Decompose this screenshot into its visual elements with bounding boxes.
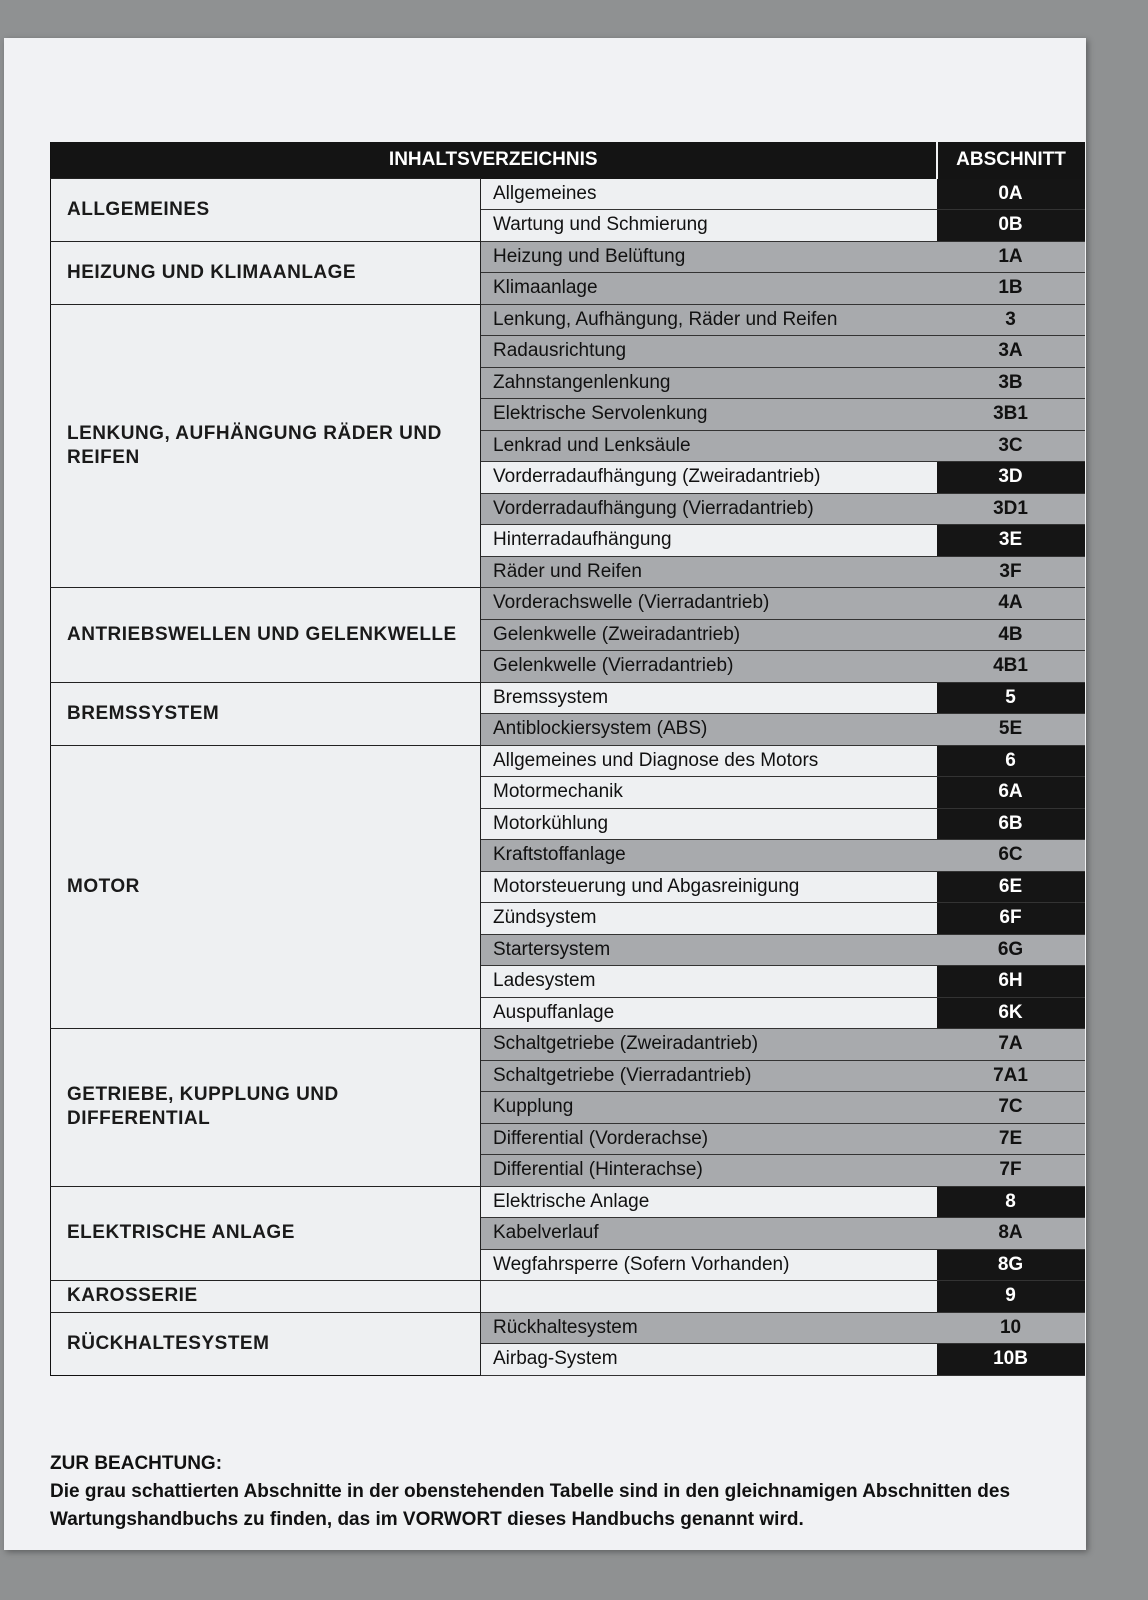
table-row xyxy=(51,682,1085,714)
section-code: 3 xyxy=(937,304,1085,336)
section-code: 10 xyxy=(937,1312,1085,1344)
section-code: 6C xyxy=(937,840,1085,872)
section-title: Bremssystem xyxy=(481,682,937,714)
section-code: 0A xyxy=(937,179,1085,210)
section-title: Vorderachswelle (Vierradantrieb) xyxy=(481,588,937,620)
section-title: Rückhaltesystem xyxy=(481,1312,937,1344)
group-label: ANTRIEBSWELLEN UND GELENKWELLE xyxy=(51,588,481,683)
section-code: 6G xyxy=(937,934,1085,966)
table-row xyxy=(51,304,1085,336)
section-title: Zündsystem xyxy=(481,903,937,935)
table-header-section: ABSCHNITT xyxy=(937,142,1085,179)
section-title: Lenkung, Aufhängung, Räder und Reifen xyxy=(481,304,937,336)
group-label: MOTOR xyxy=(51,745,481,1029)
table-row xyxy=(51,1281,1085,1313)
section-code: 3D xyxy=(937,462,1085,494)
table-header-title: INHALTSVERZEICHNIS xyxy=(51,142,937,179)
section-code: 5E xyxy=(937,714,1085,746)
table-row xyxy=(51,241,1085,273)
section-code: 0B xyxy=(937,210,1085,242)
table-row xyxy=(51,588,1085,620)
group-label: LENKUNG, AUFHÄNGUNG RÄDER UND REIFEN xyxy=(51,304,481,588)
section-code: 9 xyxy=(937,1281,1085,1313)
section-title: Motorsteuerung und Abgasreinigung xyxy=(481,871,937,903)
section-code: 6A xyxy=(937,777,1085,809)
section-code: 6F xyxy=(937,903,1085,935)
section-title: Schaltgetriebe (Zweiradantrieb) xyxy=(481,1029,937,1061)
table-row xyxy=(51,1186,1085,1218)
contents-table xyxy=(50,142,1085,1376)
section-title: Motormechanik xyxy=(481,777,937,809)
table-row xyxy=(51,745,1085,777)
section-title: Allgemeines und Diagnose des Motors xyxy=(481,745,937,777)
section-title: Schaltgetriebe (Vierradantrieb) xyxy=(481,1060,937,1092)
section-code: 7C xyxy=(937,1092,1085,1124)
section-code: 3F xyxy=(937,556,1085,588)
note-heading: ZUR BEACHTUNG: xyxy=(50,1453,223,1474)
section-code: 3E xyxy=(937,525,1085,557)
section-code: 6H xyxy=(937,966,1085,998)
section-title: Klimaanlage xyxy=(481,273,937,305)
section-code: 6E xyxy=(937,871,1085,903)
section-title: Elektrische Servolenkung xyxy=(481,399,937,431)
section-code: 4B1 xyxy=(937,651,1085,683)
section-title: Antiblockiersystem (ABS) xyxy=(481,714,937,746)
section-title: Räder und Reifen xyxy=(481,556,937,588)
section-title: Heizung und Belüftung xyxy=(481,241,937,273)
section-title: Gelenkwelle (Vierradantrieb) xyxy=(481,651,937,683)
section-title: Wartung und Schmierung xyxy=(481,210,937,242)
section-title: Vorderradaufhängung (Zweiradantrieb) xyxy=(481,462,937,494)
section-code: 7F xyxy=(937,1155,1085,1187)
section-title: Wegfahrsperre (Sofern Vorhanden) xyxy=(481,1249,937,1281)
group-label: KAROSSERIE xyxy=(51,1281,481,1313)
section-code: 7A xyxy=(937,1029,1085,1061)
group-label: ALLGEMEINES xyxy=(51,179,481,242)
section-code: 5 xyxy=(937,682,1085,714)
section-code: 1B xyxy=(937,273,1085,305)
section-title: Startersystem xyxy=(481,934,937,966)
note-line-2: Wartungshandbuchs zu finden, das im VORWORT dieses Handbuchs genannt wird. xyxy=(50,1509,804,1530)
section-code: 3A xyxy=(937,336,1085,368)
section-code: 10B xyxy=(937,1344,1085,1376)
section-title: Vorderradaufhängung (Vierradantrieb) xyxy=(481,493,937,525)
section-code: 7A1 xyxy=(937,1060,1085,1092)
section-code: 6 xyxy=(937,745,1085,777)
note-line-1: Die grau schattierten Abschnitte in der obenstehenden Tabelle sind in den gleichnamigen Abschnitten des xyxy=(50,1481,1011,1502)
table-row xyxy=(51,1312,1085,1344)
group-label: BREMSSYSTEM xyxy=(51,682,481,745)
section-title: Motorkühlung xyxy=(481,808,937,840)
section-code: 8G xyxy=(937,1249,1085,1281)
section-code: 6K xyxy=(937,997,1085,1029)
section-title: Lenkrad und Lenksäule xyxy=(481,430,937,462)
table-row xyxy=(51,179,1085,210)
section-title: Auspuffanlage xyxy=(481,997,937,1029)
group-label: RÜCKHALTESYSTEM xyxy=(51,1312,481,1375)
section-code: 3D1 xyxy=(937,493,1085,525)
section-title xyxy=(481,1281,937,1313)
section-code: 4A xyxy=(937,588,1085,620)
table-body xyxy=(51,179,1085,1376)
section-title: Kupplung xyxy=(481,1092,937,1124)
section-code: 6B xyxy=(937,808,1085,840)
section-code: 3B xyxy=(937,367,1085,399)
section-title: Zahnstangenlenkung xyxy=(481,367,937,399)
section-title: Differential (Vorderachse) xyxy=(481,1123,937,1155)
section-title: Kabelverlauf xyxy=(481,1218,937,1250)
section-code: 4B xyxy=(937,619,1085,651)
section-code: 7E xyxy=(937,1123,1085,1155)
section-code: 8 xyxy=(937,1186,1085,1218)
section-title: Radausrichtung xyxy=(481,336,937,368)
section-title: Ladesystem xyxy=(481,966,937,998)
note-block xyxy=(50,1450,1070,1534)
section-code: 1A xyxy=(937,241,1085,273)
section-title: Allgemeines xyxy=(481,179,937,210)
table-row xyxy=(51,1029,1085,1061)
section-title: Kraftstoffanlage xyxy=(481,840,937,872)
section-code: 3B1 xyxy=(937,399,1085,431)
section-title: Airbag-System xyxy=(481,1344,937,1376)
section-code: 8A xyxy=(937,1218,1085,1250)
group-label: GETRIEBE, KUPPLUNG UND DIFFERENTIAL xyxy=(51,1029,481,1187)
section-title: Gelenkwelle (Zweiradantrieb) xyxy=(481,619,937,651)
section-code: 3C xyxy=(937,430,1085,462)
section-title: Hinterradaufhängung xyxy=(481,525,937,557)
section-title: Elektrische Anlage xyxy=(481,1186,937,1218)
group-label: HEIZUNG UND KLIMAANLAGE xyxy=(51,241,481,304)
group-label: ELEKTRISCHE ANLAGE xyxy=(51,1186,481,1281)
section-title: Differential (Hinterachse) xyxy=(481,1155,937,1187)
